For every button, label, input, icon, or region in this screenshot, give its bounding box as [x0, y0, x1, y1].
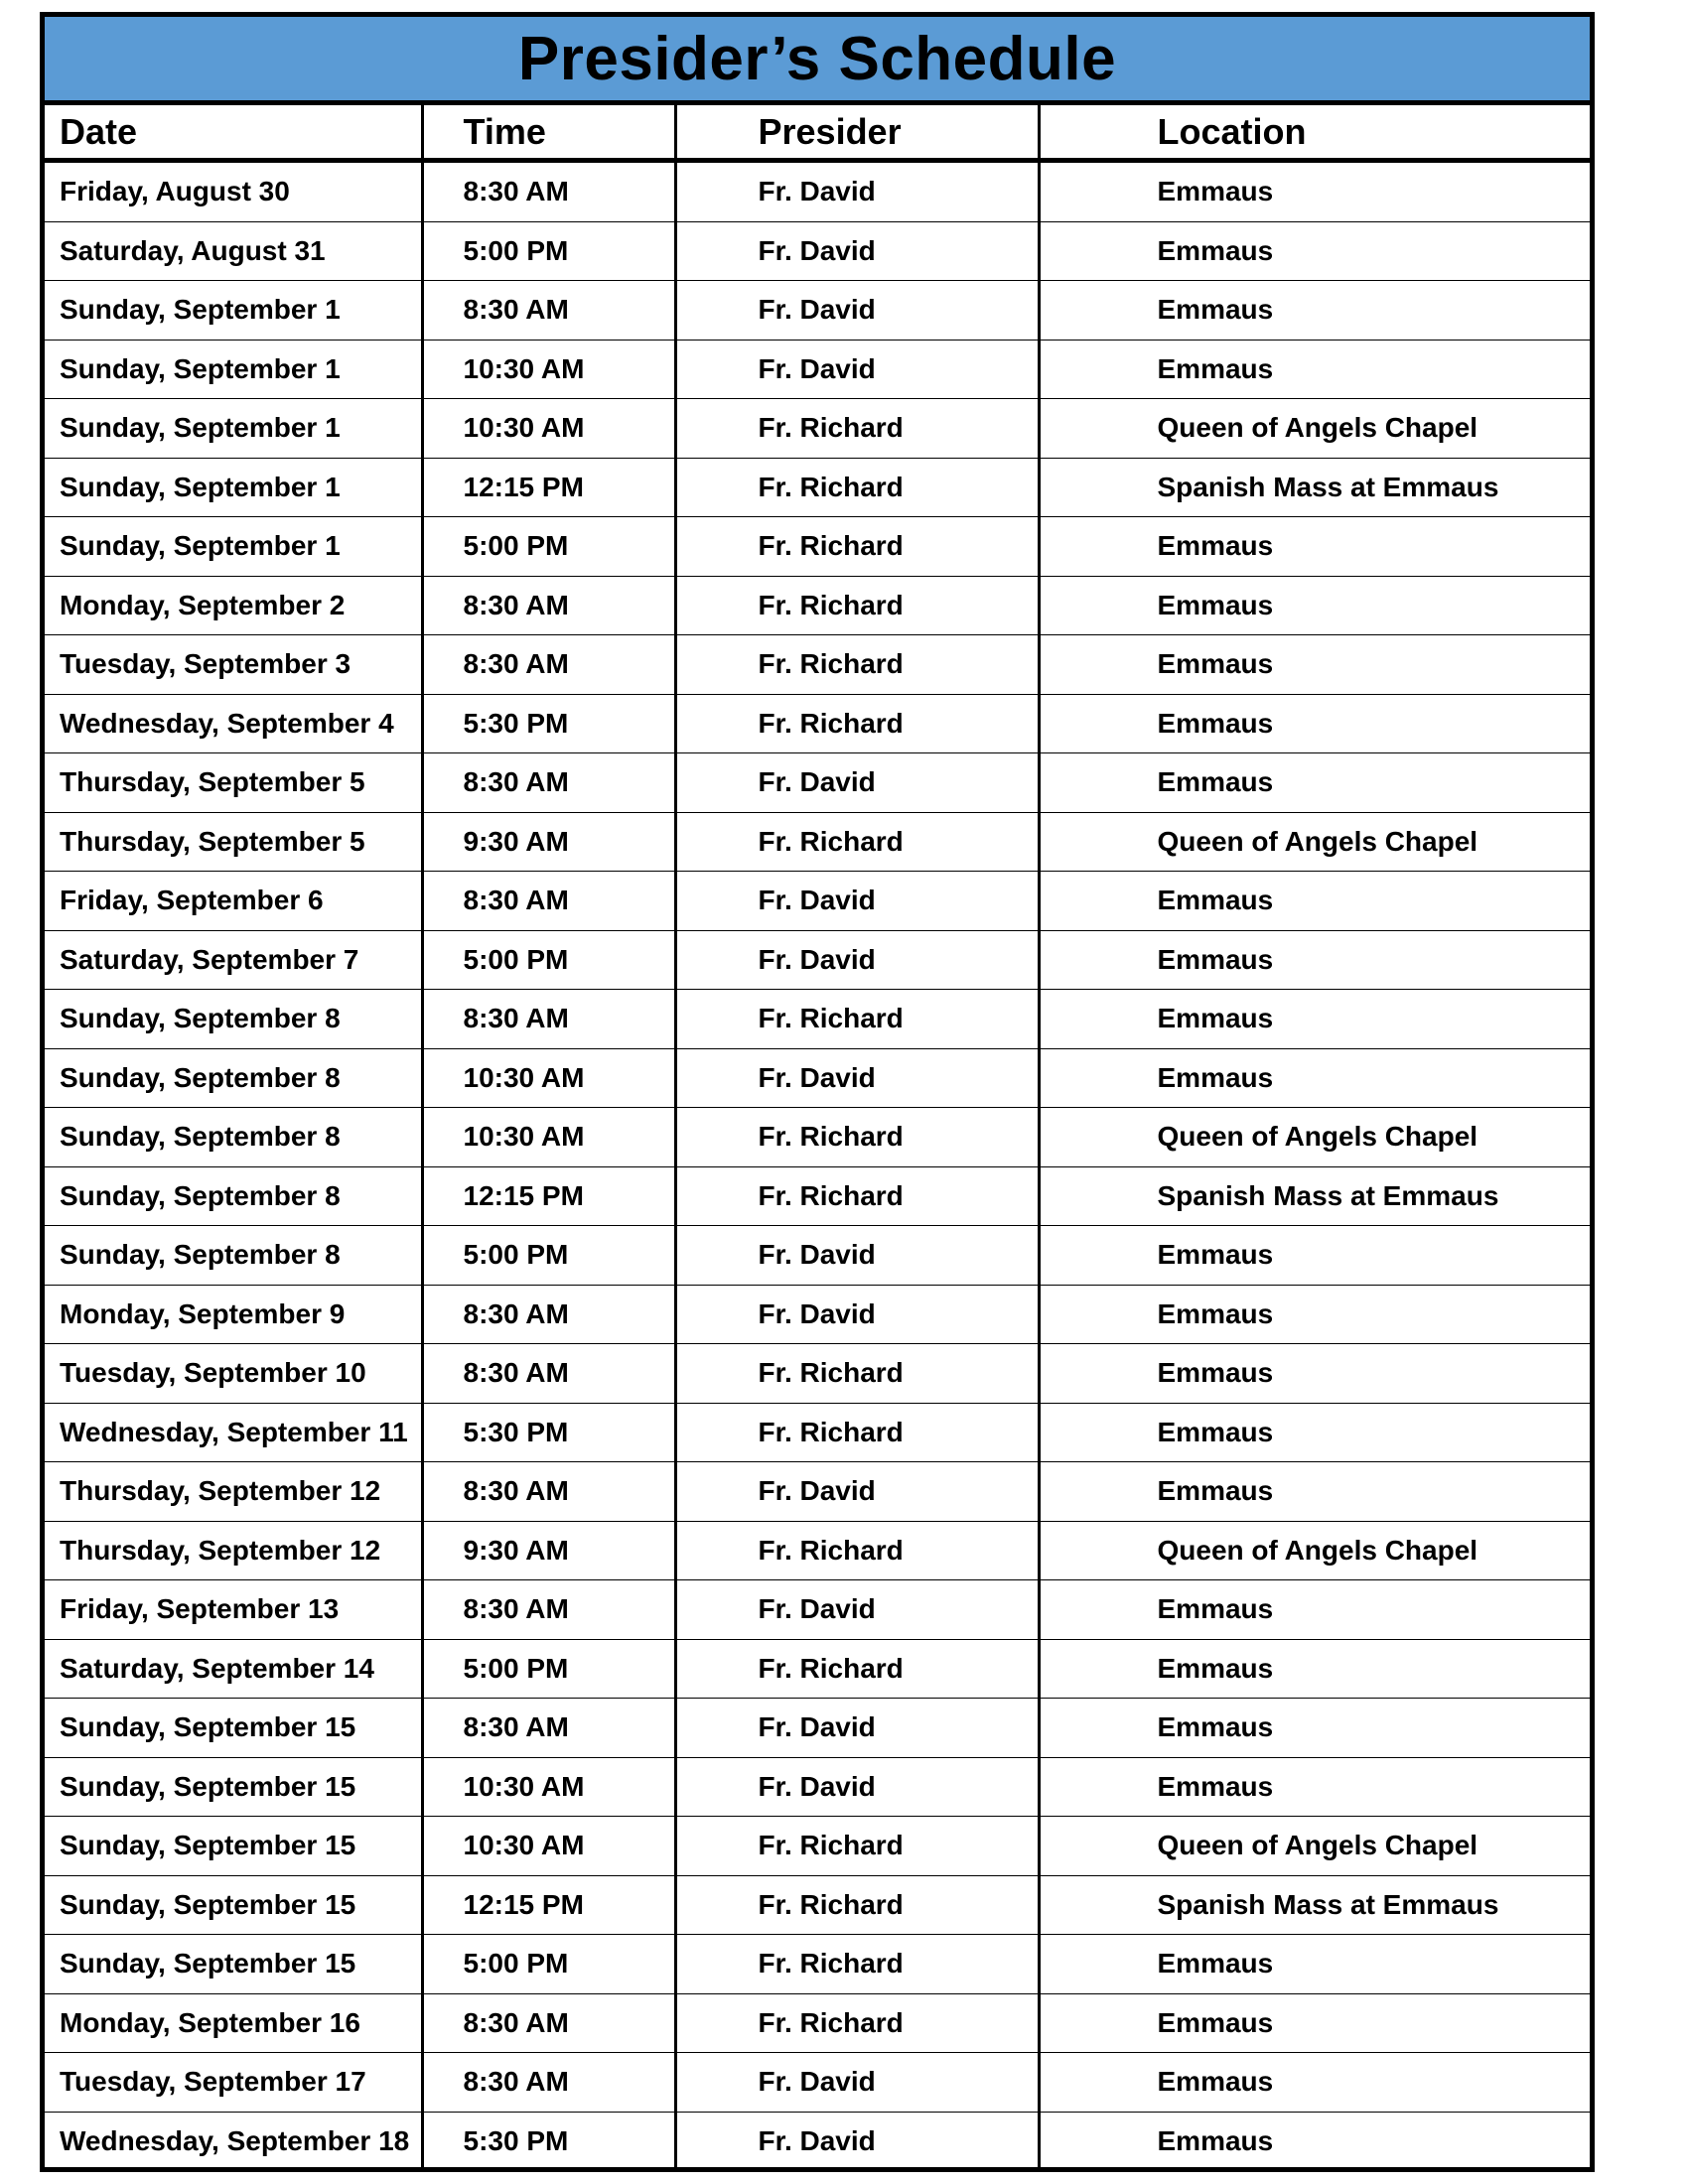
date-cell: Sunday, September 15: [45, 1699, 422, 1758]
location-cell: Emmaus: [1039, 990, 1590, 1049]
location-cell: Emmaus: [1039, 1403, 1590, 1462]
presider-cell: Fr. Richard: [675, 1935, 1039, 1994]
table-row: [45, 281, 1590, 341]
location-cell: Queen of Angels Chapel: [1039, 1817, 1590, 1876]
time-cell: 10:30 AM: [422, 1048, 675, 1108]
location-cell: Emmaus: [1039, 517, 1590, 577]
date-cell: Sunday, September 8: [45, 1226, 422, 1286]
date-cell: Saturday, September 7: [45, 930, 422, 990]
time-cell: 9:30 AM: [422, 812, 675, 872]
table-row: [45, 694, 1590, 753]
presider-cell: Fr. Richard: [675, 812, 1039, 872]
time-cell: 10:30 AM: [422, 1108, 675, 1167]
time-cell: 8:30 AM: [422, 1344, 675, 1404]
time-cell: 8:30 AM: [422, 1580, 675, 1640]
date-cell: Saturday, September 14: [45, 1639, 422, 1699]
date-cell: Tuesday, September 3: [45, 635, 422, 695]
location-cell: Emmaus: [1039, 1935, 1590, 1994]
date-cell: Sunday, September 8: [45, 1166, 422, 1226]
date-cell: Monday, September 2: [45, 576, 422, 635]
table-row: [45, 1226, 1590, 1286]
table-row: [45, 458, 1590, 517]
column-header-presider: Presider: [675, 105, 1039, 161]
presider-cell: Fr. Richard: [675, 1875, 1039, 1935]
presider-cell: Fr. David: [675, 281, 1039, 341]
time-cell: 5:30 PM: [422, 1403, 675, 1462]
table-row: [45, 1521, 1590, 1580]
time-cell: 10:30 AM: [422, 399, 675, 459]
table-row: [45, 161, 1590, 222]
location-cell: Queen of Angels Chapel: [1039, 1521, 1590, 1580]
date-cell: Thursday, September 12: [45, 1521, 422, 1580]
time-cell: 5:00 PM: [422, 517, 675, 577]
time-cell: 12:15 PM: [422, 458, 675, 517]
time-cell: 8:30 AM: [422, 872, 675, 931]
location-cell: Emmaus: [1039, 930, 1590, 990]
date-cell: Sunday, September 1: [45, 399, 422, 459]
location-cell: Emmaus: [1039, 2112, 1590, 2170]
presider-cell: Fr. Richard: [675, 1817, 1039, 1876]
date-cell: Sunday, September 15: [45, 1935, 422, 1994]
column-header-date: Date: [45, 105, 422, 161]
location-cell: Emmaus: [1039, 694, 1590, 753]
date-cell: Tuesday, September 10: [45, 1344, 422, 1404]
time-cell: 10:30 AM: [422, 1757, 675, 1817]
table-row: [45, 1639, 1590, 1699]
location-cell: Emmaus: [1039, 1285, 1590, 1344]
location-cell: Emmaus: [1039, 1639, 1590, 1699]
table-row: [45, 930, 1590, 990]
location-cell: Queen of Angels Chapel: [1039, 812, 1590, 872]
presider-cell: Fr. Richard: [675, 399, 1039, 459]
time-cell: 12:15 PM: [422, 1875, 675, 1935]
date-cell: Thursday, September 5: [45, 753, 422, 813]
table-row: [45, 1403, 1590, 1462]
time-cell: 5:00 PM: [422, 930, 675, 990]
presider-cell: Fr. David: [675, 340, 1039, 399]
presider-cell: Fr. David: [675, 1757, 1039, 1817]
time-cell: 8:30 AM: [422, 161, 675, 222]
date-cell: Friday, September 6: [45, 872, 422, 931]
table-row: [45, 812, 1590, 872]
date-cell: Friday, September 13: [45, 1580, 422, 1640]
time-cell: 12:15 PM: [422, 1166, 675, 1226]
time-cell: 10:30 AM: [422, 340, 675, 399]
schedule-document: [40, 12, 1595, 2172]
presider-cell: Fr. David: [675, 1462, 1039, 1522]
date-cell: Sunday, September 15: [45, 1817, 422, 1876]
location-cell: Emmaus: [1039, 281, 1590, 341]
title-banner: [45, 17, 1590, 105]
table-row: [45, 1166, 1590, 1226]
date-cell: Sunday, September 8: [45, 990, 422, 1049]
location-cell: Emmaus: [1039, 1580, 1590, 1640]
presider-cell: Fr. Richard: [675, 517, 1039, 577]
time-cell: 5:30 PM: [422, 694, 675, 753]
location-cell: Emmaus: [1039, 872, 1590, 931]
table-row: [45, 635, 1590, 695]
date-cell: Wednesday, September 18: [60, 2124, 410, 2156]
location-cell: Emmaus: [1039, 1048, 1590, 1108]
date-cell: Friday, August 30: [45, 161, 422, 222]
presider-cell: Fr. Richard: [675, 1403, 1039, 1462]
location-cell: Emmaus: [1039, 221, 1590, 281]
presider-cell: Fr. David: [675, 1285, 1039, 1344]
presider-cell: Fr. Richard: [675, 576, 1039, 635]
date-cell: Sunday, September 15: [45, 1757, 422, 1817]
presider-cell: Fr. David: [675, 2053, 1039, 2113]
date-cell: Sunday, September 1: [45, 458, 422, 517]
presider-cell: Fr. Richard: [675, 1166, 1039, 1226]
table-row: [45, 872, 1590, 931]
presider-cell: Fr. Richard: [675, 1521, 1039, 1580]
location-cell: Emmaus: [1039, 340, 1590, 399]
presider-cell: Fr. Richard: [675, 694, 1039, 753]
presider-cell: Fr. Richard: [675, 1108, 1039, 1167]
table-row: [45, 1935, 1590, 1994]
table-row: [45, 753, 1590, 813]
date-cell: Monday, September 16: [45, 1993, 422, 2053]
presider-cell: Fr. David: [675, 161, 1039, 222]
time-cell: 8:30 AM: [422, 2053, 675, 2113]
location-cell: Spanish Mass at Emmaus: [1039, 1875, 1590, 1935]
table-row: [45, 576, 1590, 635]
table-row: [45, 1048, 1590, 1108]
date-cell: Sunday, September 15: [45, 1875, 422, 1935]
date-cell: Saturday, August 31: [45, 221, 422, 281]
presider-cell: Fr. Richard: [675, 635, 1039, 695]
location-cell: Emmaus: [1039, 635, 1590, 695]
location-cell: Emmaus: [1039, 1226, 1590, 1286]
date-cell: Sunday, September 1: [45, 281, 422, 341]
presider-cell: Fr. Richard: [675, 990, 1039, 1049]
presider-cell: Fr. David: [675, 1048, 1039, 1108]
presider-cell: Fr. David: [675, 1580, 1039, 1640]
presider-cell: Fr. David: [675, 1226, 1039, 1286]
date-cell: Monday, September 9: [45, 1285, 422, 1344]
presider-cell: Fr. Richard: [675, 458, 1039, 517]
time-cell: 8:30 AM: [422, 1285, 675, 1344]
header-row: [45, 105, 1590, 161]
schedule-body: [45, 161, 1590, 2171]
time-cell: 5:00 PM: [422, 1935, 675, 1994]
schedule-table: [45, 105, 1590, 2170]
presider-cell: Fr. Richard: [675, 1639, 1039, 1699]
table-row: [45, 1108, 1590, 1167]
table-row: [45, 1580, 1590, 1640]
location-cell: Spanish Mass at Emmaus: [1039, 1166, 1590, 1226]
location-cell: Emmaus: [1039, 1757, 1590, 1817]
location-cell: Emmaus: [1039, 1993, 1590, 2053]
table-row: [45, 399, 1590, 459]
date-cell: Sunday, September 8: [45, 1108, 422, 1167]
date-cell: Thursday, September 12: [45, 1462, 422, 1522]
presider-cell: Fr. David: [675, 753, 1039, 813]
table-row: [45, 2053, 1590, 2113]
time-cell: 8:30 AM: [422, 1699, 675, 1758]
location-cell: Emmaus: [1039, 576, 1590, 635]
time-cell: 5:00 PM: [422, 1639, 675, 1699]
time-cell: 5:00 PM: [422, 1226, 675, 1286]
presider-cell: Fr. David: [675, 872, 1039, 931]
location-cell: Emmaus: [1039, 1699, 1590, 1758]
table-row: [45, 221, 1590, 281]
table-row: [45, 1993, 1590, 2053]
time-cell: 8:30 AM: [422, 635, 675, 695]
time-cell: 10:30 AM: [422, 1817, 675, 1876]
presider-cell: Fr. David: [675, 1699, 1039, 1758]
table-row: [45, 1285, 1590, 1344]
column-header-time: Time: [422, 105, 675, 161]
time-cell: 5:00 PM: [422, 221, 675, 281]
location-cell: Emmaus: [1039, 161, 1590, 222]
date-cell: Sunday, September 8: [45, 1048, 422, 1108]
time-cell: 8:30 AM: [422, 753, 675, 813]
table-row: [45, 1875, 1590, 1935]
date-cell: Wednesday, September 4: [45, 694, 422, 753]
column-header-location: Location: [1039, 105, 1590, 161]
location-cell: Emmaus: [1039, 2053, 1590, 2113]
presider-cell: Fr. Richard: [675, 1993, 1039, 2053]
table-row: [45, 990, 1590, 1049]
table-row: [45, 1462, 1590, 1522]
table-row: [45, 1757, 1590, 1817]
location-cell: Emmaus: [1039, 1462, 1590, 1522]
presider-cell: Fr. David: [675, 930, 1039, 990]
table-row: [45, 1817, 1590, 1876]
date-cell: Thursday, September 5: [45, 812, 422, 872]
presider-cell: Fr. Richard: [675, 1344, 1039, 1404]
time-cell: 8:30 AM: [422, 576, 675, 635]
location-cell: Emmaus: [1039, 1344, 1590, 1404]
time-cell: 8:30 AM: [422, 1462, 675, 1522]
table-row: [45, 2112, 1590, 2170]
location-cell: Queen of Angels Chapel: [1039, 1108, 1590, 1167]
location-cell: Queen of Angels Chapel: [1039, 399, 1590, 459]
time-cell: 9:30 AM: [422, 1521, 675, 1580]
presider-cell: Fr. David: [675, 221, 1039, 281]
table-row: [45, 1344, 1590, 1404]
date-cell: Wednesday, September 11: [45, 1403, 422, 1462]
table-row: [45, 340, 1590, 399]
location-cell: Spanish Mass at Emmaus: [1039, 458, 1590, 517]
time-cell: 8:30 AM: [422, 1993, 675, 2053]
date-cell: Sunday, September 1: [45, 517, 422, 577]
location-cell: Emmaus: [1039, 753, 1590, 813]
table-row: [45, 1699, 1590, 1758]
time-cell: 5:30 PM: [422, 2112, 675, 2170]
date-cell: Sunday, September 1: [45, 340, 422, 399]
table-row: [45, 517, 1590, 577]
date-cell: Tuesday, September 17: [45, 2053, 422, 2113]
time-cell: 8:30 AM: [422, 281, 675, 341]
time-cell: 8:30 AM: [422, 990, 675, 1049]
presider-cell: Fr. David: [675, 2112, 1039, 2170]
page-title: Presider’s Schedule: [517, 24, 1117, 93]
